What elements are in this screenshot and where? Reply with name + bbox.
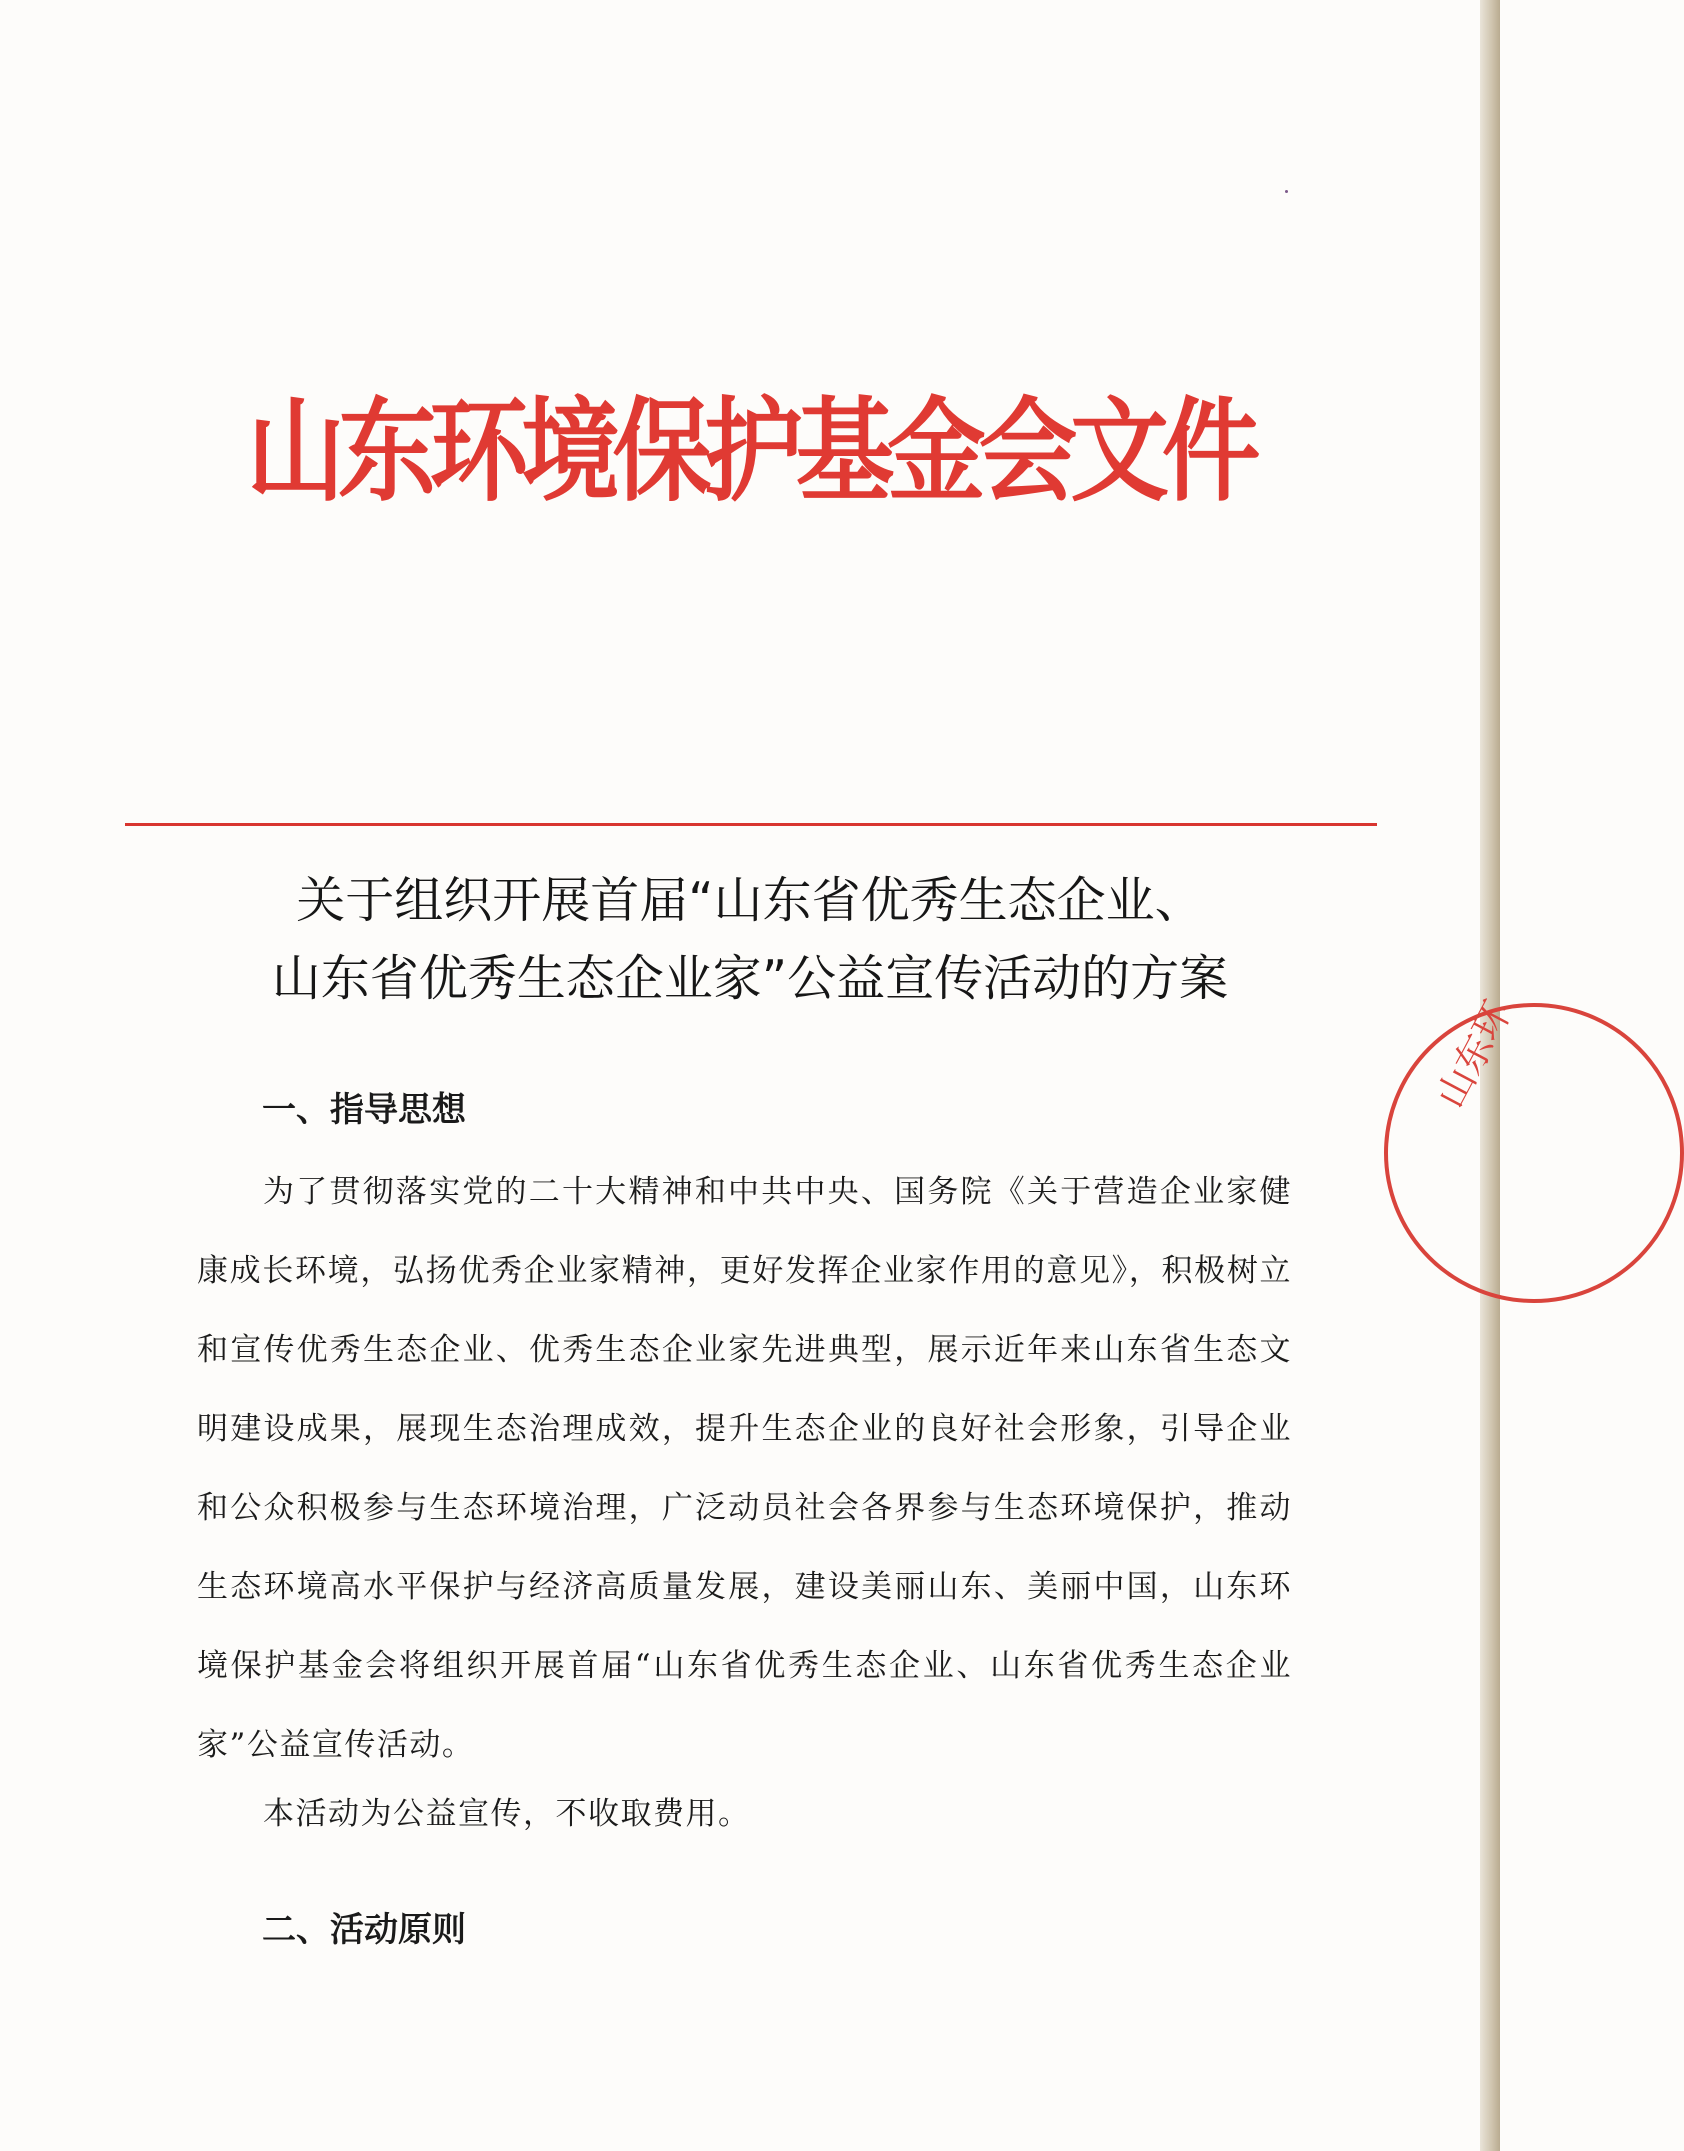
section-1-paragraph-2: 本活动为公益宣传，不收取费用。	[263, 1796, 751, 1832]
red-separator-rule	[125, 823, 1377, 826]
section-heading-guiding-ideology: 一、指导思想	[262, 1090, 466, 1130]
official-seal-text: 山东环	[1427, 993, 1521, 1115]
document-title-line-1: 关于组织开展首届“山东省优秀生态企业、	[296, 872, 1204, 929]
paper-speck	[1285, 190, 1288, 193]
document-title-line-2: 山东省优秀生态企业家”公益宣传活动的方案	[271, 950, 1229, 1007]
document-title	[150, 862, 1350, 1018]
document-masthead: 山东环境保护基金会文件	[246, 386, 1254, 517]
section-1-paragraph-1: 为了贯彻落实党的二十大精神和中共中央、国务院《关于营造企业家健康成长环境，弘扬优秀企业家精神，更好发挥企业家作用的意见》，积极树立和宣传优秀生态企业、优秀生态企业家先进典型，展示近年来山东省生态文明建设成果，展现生态治理成效，提升生态企业的良好社会形象，引导企业和公众积极参与生态环境治理，广泛动员社会各界参与生态环境保护，推动生态环境高水平保护与经济高质量发展，建设美丽山东、美丽中国，山东环境保护基金会将组织开展首届“山东省优秀生态企业、山东省优秀生态企业家”公益宣传活动。	[197, 1174, 1292, 1763]
official-seal-stamp	[1384, 1003, 1684, 1303]
section-heading-activity-principles: 二、活动原则	[262, 1910, 466, 1950]
